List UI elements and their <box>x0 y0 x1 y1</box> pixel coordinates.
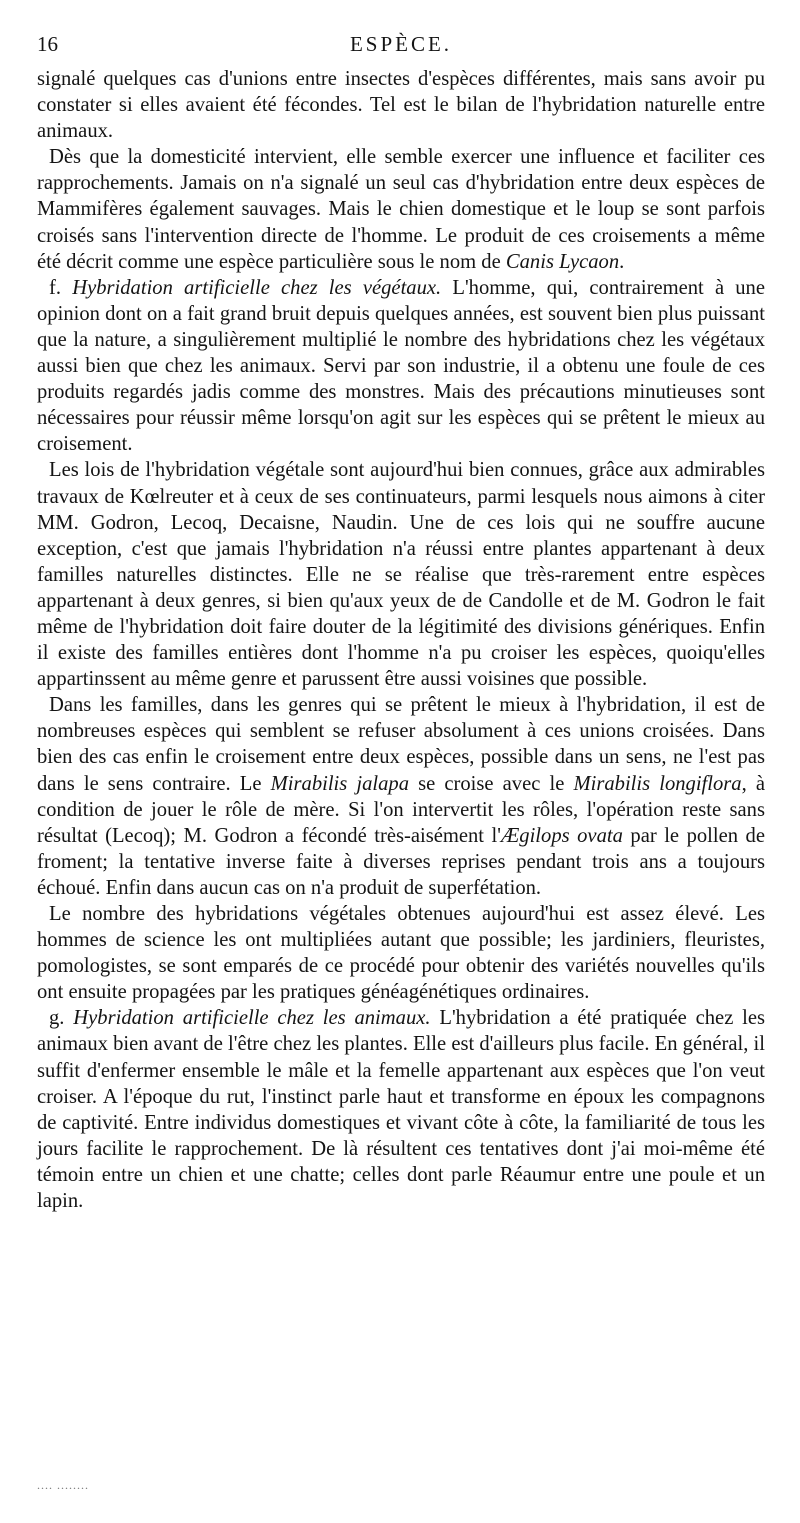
paragraph-text: Les lois de l'hybridation végétale sont aujourd'hui bien connues, grâce aux admirables travaux de Kœlreuter et à ceux de ses continuateurs, parmi lesquels nous aimons à citer MM. Godron, Lecoq, Decaisne, Naudin. Une de ces lois qui ne souffre aucune exception, c'est que jamais l'hybridation n'a réussi entre plantes appartenant à deux familles naturelles distinctes. Elle ne se réalise que très-rarement entre espèces appartenant à deux genres, si bien qu'aux yeux de de Candolle et de M. Godron le fait même de l'hybridation doit faire douter de la légitimité des divisions génériques. Enfin il existe des familles entières dont l'homme n'a pu croiser les espèces, quoiqu'elles appartinssent au même genre et parussent être aussi voisines que possible. <box>37 459 765 691</box>
paragraph-text: signalé quelques cas d'unions entre insectes d'espèces différentes, mais sans avoir pu constater si elles avaient été fécondes. Tel est le bilan de l'hybridation naturelle entre animaux. <box>37 68 765 143</box>
species-name: Canis Lycaon <box>505 250 620 273</box>
paragraph-text-end: . <box>619 250 625 273</box>
paragraph-text: L'hybridation a été pratiquée chez les animaux bien avant de l'être chez les plantes. Elle est d'ailleurs plus facile. En général, il suffit d'enfermer ensemble le mâle et la femelle appartenant aux espèces que l'on veut croiser. A l'époque du rut, l'instinct parle haut et transforme en époux les compagnons de captivité. Entre individus domestiques et vivant côte à côte, la familiarité de tous les jours facilite le rapprochement. De là résultent ces tentatives dont j'ai moi-même été témoin entre un chien et une chatte; celles dont parle Réaumur entre une poule et un lapin. <box>37 1007 766 1213</box>
page-number: 16 <box>37 32 58 56</box>
section-g <box>37 1005 765 1214</box>
paragraph-text: par le pollen de froment; la tentative inverse faite à diverses reprises pendant trois ans a toujours échoué. Enfin dans aucun cas on n'a produit de superfétation. <box>37 824 765 899</box>
paragraph-text: Le nombre des hybridations végétales obtenues aujourd'hui est assez élevé. Les hommes de science les ont multipliées autant que possible; les jardiniers, fleuristes, pomologistes, se sont emparés de ce procédé pour obtenir des variétés nouvelles qu'ils ont ensuite propagées par les pratiques généagénétiques ordinaires. <box>37 903 765 1004</box>
section-f <box>37 275 765 458</box>
paragraph-text: se croise avec le <box>409 772 574 795</box>
running-title: ESPÈCE. <box>349 32 453 56</box>
paragraph-1 <box>37 66 765 144</box>
body-text <box>37 66 765 1214</box>
species-name: Mirabilis longiflora <box>573 772 742 795</box>
footer-mark: .... ........ <box>37 1478 89 1492</box>
paragraph-text: Dans les familles, dans les genres qui se prêtent le mieux à l'hybridation, il est de nombreuses espèces qui semblent se refuser absolument à ces unions croisées. Dans bien des cas enfin le croisement entre deux espèces, possible dans un sens, ne l'est pas dans le sens contraire. Le <box>37 694 765 795</box>
species-name: Mirabilis jalapa <box>270 772 410 795</box>
paragraph-4 <box>37 457 765 692</box>
species-name: Ægilops ovata <box>500 824 623 847</box>
section-heading: Hybridation artificielle chez les animaux. <box>73 1007 431 1030</box>
paragraph-text: , à condition de jouer le rôle de mère. Si l'on intervertit les rôles, l'opération reste sans résultat (Lecoq); M. Godron a fécondé très-aisément l' <box>37 772 765 847</box>
section-label: g. <box>49 1007 65 1030</box>
book-page <box>37 28 765 1214</box>
paragraph-6 <box>37 901 765 1005</box>
section-label: f. <box>49 276 62 299</box>
paragraph-text: L'homme, qui, contrairement à une opinion dont on a fait grand bruit depuis quelques années, est souvent bien plus puissant que la nature, a singulièrement multiplié le nombre des hybridations chez les végétaux aussi bien que chez les animaux. Servi par son industrie, il a obtenu une foule de ces produits regardés jadis comme des monstres. Mais des précautions minutieuses sont nécessaires pour réussir même lorsqu'on agit sur les espèces qui se prêtent le mieux au croisement. <box>37 276 765 456</box>
paragraph-text: Dès que la domesticité intervient, elle semble exercer une influence et faciliter ces rapprochements. Jamais on n'a signalé un seul cas d'hybridation entre deux espèces de Mammifères également sauvages. Mais le chien domestique et le loup se sont parfois croisés sans l'intervention directe de l'homme. Le produit de ces croisements a même été décrit comme une espèce particulière sous le nom de <box>37 146 765 273</box>
section-heading: Hybridation artificielle chez les végétaux. <box>72 276 442 299</box>
paragraph-2 <box>37 144 765 274</box>
paragraph-5 <box>37 692 765 901</box>
page-header <box>37 28 765 60</box>
